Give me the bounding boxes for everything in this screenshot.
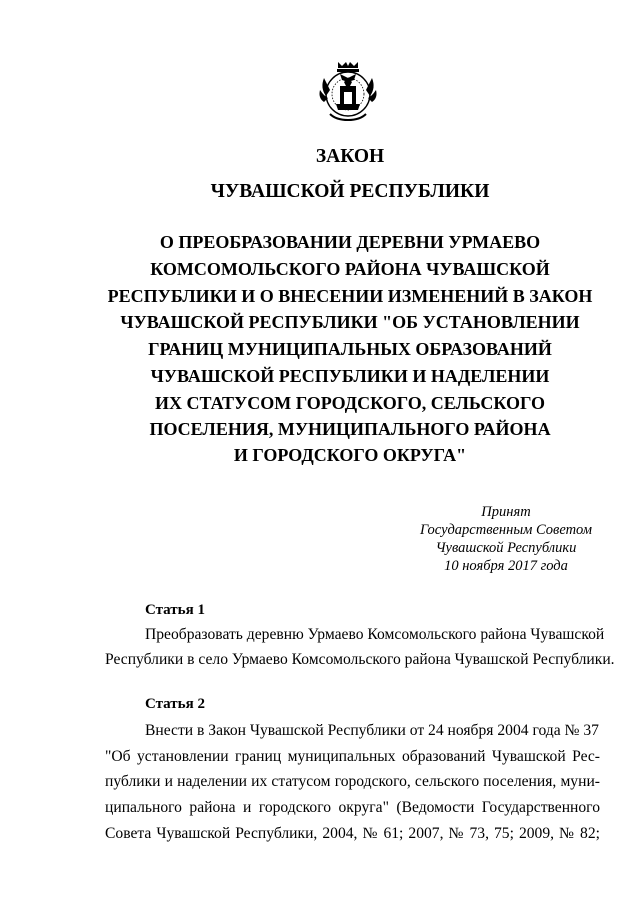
article-1-heading: Статья 1 <box>145 602 205 618</box>
article-2-text-line: "Об установлении границ муниципальных образований Чувашской Рес- <box>105 748 600 765</box>
subtitle-line: ЧУВАШСКОЙ РЕСПУБЛИКИ И НАДЕЛЕНИИ <box>150 366 550 386</box>
article-2-text-line: Совета Чувашской Республики, 2004, № 61; 2007, № 73, 75; 2009, № 82; <box>105 825 600 842</box>
adopted-line: Принят <box>481 504 531 520</box>
subtitle-line: И ГОРОДСКОГО ОКРУГА" <box>233 445 467 465</box>
law-title-line-2: ЧУВАШСКОЙ РЕСПУБЛИКИ <box>210 181 490 202</box>
law-title-line-1: ЗАКОН <box>315 146 385 167</box>
article-2-text-line: Внести в Закон Чувашской Республики от 24 ноября 2004 года № 37 <box>145 722 599 739</box>
article-1-text-line: Преобразовать деревню Урмаево Комсомольского района Чувашской <box>145 626 605 643</box>
adopted-line: Чувашской Республики <box>435 540 577 556</box>
article-2-text-line: публики и наделении их статусом городского, сельского поселения, муни- <box>105 773 600 790</box>
subtitle-line: ПОСЕЛЕНИЯ, МУНИЦИПАЛЬНОГО РАЙОНА <box>149 419 551 439</box>
subtitle-line: РЕСПУБЛИКИ И О ВНЕСЕНИИ ИЗМЕНЕНИЙ В ЗАКОН <box>107 286 593 306</box>
subtitle-line: О ПРЕОБРАЗОВАНИИ ДЕРЕВНИ УРМАЕВО <box>159 232 541 252</box>
subtitle-line: КОМСОМОЛЬСКОГО РАЙОНА ЧУВАШСКОЙ <box>150 259 550 279</box>
article-2-text-line: ципального района и городского округа" (Ведомости Государственного <box>105 799 600 816</box>
article-2-heading: Статья 2 <box>145 696 205 712</box>
article-1-text-line: Республики в село Урмаево Комсомольского района Чувашской Республики. <box>105 651 615 668</box>
subtitle-line: ЧУВАШСКОЙ РЕСПУБЛИКИ "ОБ УСТАНОВЛЕНИИ <box>120 312 580 332</box>
coat-of-arms-icon <box>316 58 380 126</box>
subtitle-line: ГРАНИЦ МУНИЦИПАЛЬНЫХ ОБРАЗОВАНИЙ <box>148 339 552 359</box>
adopted-date: 10 ноября 2017 года <box>444 558 568 574</box>
subtitle-line: ИХ СТАТУСОМ ГОРОДСКОГО, СЕЛЬСКОГО <box>155 393 545 413</box>
adopted-line: Государственным Советом <box>419 522 593 538</box>
